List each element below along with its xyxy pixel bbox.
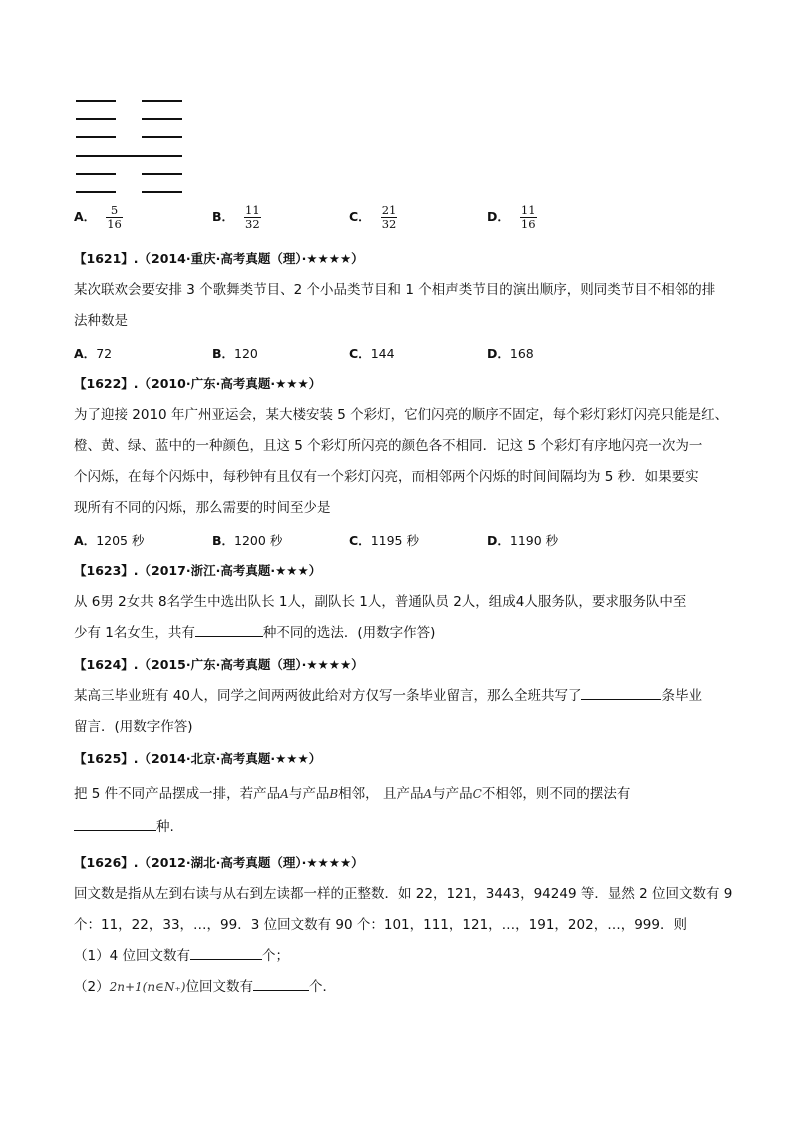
option-value: 168 <box>509 346 534 361</box>
broken-line-left <box>76 173 116 175</box>
text-line: 留言．(用数字作答) <box>74 719 193 735</box>
text-line: 法种数是 <box>74 313 128 329</box>
fraction <box>520 204 537 231</box>
broken-line-right <box>142 136 182 138</box>
question-header-1623: 【1623】.（2017·浙江·高考真题·★★★） <box>74 563 322 578</box>
fraction <box>106 204 123 231</box>
answer-blank[interactable] <box>74 816 156 831</box>
option-value: 1200 秒 <box>234 533 283 548</box>
option-b <box>212 531 282 549</box>
math-variable: B <box>329 787 339 801</box>
math-expression: 2n+1(n∈N₊) <box>109 980 186 994</box>
text-line: 个：11，22，33，…，99．3 位回文数有 90 个：101，111，121，…，191，202，…，999．则 <box>74 917 687 933</box>
option-value: 1195 秒 <box>370 533 419 548</box>
broken-line-left <box>76 100 116 102</box>
fraction <box>381 204 398 231</box>
fraction-numerator: 11 <box>245 203 260 217</box>
text-segment: 与产品 <box>432 786 473 802</box>
option-letter: D． <box>487 346 510 361</box>
option-c <box>349 344 395 362</box>
text-segment: 位回文数有 <box>185 979 253 995</box>
fraction-numerator: 5 <box>106 204 123 218</box>
answer-blank[interactable] <box>253 976 309 991</box>
answer-blank[interactable] <box>195 622 263 637</box>
option-letter: B． <box>212 346 235 361</box>
question-header-1624: 【1624】.（2015·广东·高考真题（理）·★★★★） <box>74 657 364 672</box>
option-value: 144 <box>370 346 395 361</box>
answer-blank[interactable] <box>581 685 661 700</box>
fraction-denominator: 32 <box>381 217 397 232</box>
text-line: 个闪烁，在每个闪烁中，每秒钟有且仅有一个彩灯闪亮，而相邻两个闪烁的时间间隔均为 5 秒．如果要实 <box>74 469 699 485</box>
broken-line-right <box>142 191 182 193</box>
text-segment: 种不同的选法．(用数字作答) <box>262 625 436 641</box>
question-text-1624 <box>74 681 702 743</box>
option-value: 1190 秒 <box>509 533 559 548</box>
option-letter: D． <box>487 533 510 548</box>
text-line <box>74 972 732 1003</box>
question-header-1626: 【1626】.（2012·湖北·高考真题（理）·★★★★） <box>74 855 364 870</box>
option-value: 120 <box>234 346 258 361</box>
fraction-numerator: 11 <box>520 203 536 217</box>
text-line <box>74 811 630 844</box>
fraction-numerator: 21 <box>381 203 397 217</box>
option-b <box>212 344 258 362</box>
text-line <box>74 778 630 811</box>
option-value: 72 <box>96 346 113 361</box>
option-letter: A． <box>74 209 97 225</box>
question-text-1621 <box>74 275 715 337</box>
text-segment: （1）4 位回文数有 <box>74 948 190 964</box>
text-line: 橙、黄、绿、蓝中的一种颜色，且这 5 个彩灯所闪亮的颜色各不相同．记这 5 个彩灯有序地闪亮一次为一 <box>74 438 703 454</box>
text-segment: 个； <box>261 948 289 964</box>
question-header-1622: 【1622】.（2010·广东·高考真题·★★★） <box>74 376 322 391</box>
text-segment: 某高三毕业班有 40人，同学之间两两彼此给对方仅写一条毕业留言，那么全班共写了 <box>74 688 582 704</box>
question-header-1621: 【1621】.（2014·重庆·高考真题（理）·★★★★） <box>74 251 364 266</box>
option-letter: D． <box>487 209 510 225</box>
option-c <box>349 204 397 231</box>
broken-line-right <box>142 173 182 175</box>
text-line: 为了迎接 2010 年广州亚运会，某大楼安装 5 个彩灯，它们闪亮的顺序不固定，每个彩灯彩灯闪亮只能是红、 <box>74 407 729 423</box>
option-c <box>349 531 419 549</box>
text-segment: 少有 1名女生，共有 <box>74 625 195 641</box>
text-line: 从 6男 2女共 8名学生中选出队长 1人，副队长 1人，普通队员 2人，组成4人服务队，要求服务队中至 <box>74 594 687 610</box>
text-line: 某次联欢会要安排 3 个歌舞类节目、2 个小品类节目和 1 个相声类节目的演出顺序，则同类节目不相邻的排 <box>74 282 716 298</box>
text-segment: 把 5 件不同产品摆成一排，若产品 <box>74 786 281 802</box>
option-letter: C． <box>349 209 371 225</box>
broken-line-left <box>76 136 116 138</box>
math-variable: A <box>280 787 289 801</box>
question-text-1623 <box>74 587 686 649</box>
math-variable: A <box>423 787 433 801</box>
option-a <box>74 204 123 231</box>
fraction-denominator: 16 <box>107 217 122 232</box>
option-d <box>487 531 558 549</box>
option-a <box>74 531 144 549</box>
option-a <box>74 344 112 362</box>
broken-line-right <box>142 118 182 120</box>
option-letter: C． <box>349 346 371 361</box>
question-header-1625: 【1625】.（2014·北京·高考真题·★★★） <box>74 751 322 766</box>
text-segment: （2） <box>74 979 110 995</box>
text-segment: 不相邻，则不同的摆法有 <box>481 786 631 802</box>
broken-line-left <box>76 191 116 193</box>
option-d <box>487 204 537 231</box>
option-value: 1205 秒 <box>96 533 145 548</box>
text-segment: 与产品 <box>288 786 330 802</box>
math-variable: C <box>472 787 482 801</box>
text-line: 回文数是指从左到右读与从右到左读都一样的正整数．如 22，121，3443，94249 等．显然 2 位回文数有 9 <box>74 886 733 902</box>
broken-line-right <box>142 100 182 102</box>
text-segment: 种. <box>156 819 174 835</box>
option-letter: B． <box>212 209 235 225</box>
fraction <box>244 204 261 231</box>
option-d <box>487 344 534 362</box>
solid-line <box>76 155 182 157</box>
text-segment: 相邻， 且产品 <box>338 786 424 802</box>
broken-line-left <box>76 118 116 120</box>
option-letter: B． <box>212 533 235 548</box>
option-b <box>212 204 261 231</box>
option-letter: A． <box>74 533 97 548</box>
text-line <box>74 941 732 972</box>
text-segment: 个． <box>308 979 336 995</box>
fraction-denominator: 16 <box>520 217 536 232</box>
option-letter: C． <box>349 533 371 548</box>
fraction-denominator: 32 <box>245 217 260 232</box>
text-line <box>74 681 702 712</box>
text-line: 现所有不同的闪烁，那么需要的时间至少是 <box>74 500 331 516</box>
text-segment: 条毕业 <box>661 688 702 704</box>
answer-blank[interactable] <box>190 945 262 960</box>
question-text-1622 <box>74 400 728 524</box>
option-letter: A． <box>74 346 97 361</box>
question-text-1625 <box>74 778 630 844</box>
text-line <box>74 618 686 649</box>
hexagram-figure <box>76 100 182 196</box>
question-text-1626 <box>74 879 732 1003</box>
